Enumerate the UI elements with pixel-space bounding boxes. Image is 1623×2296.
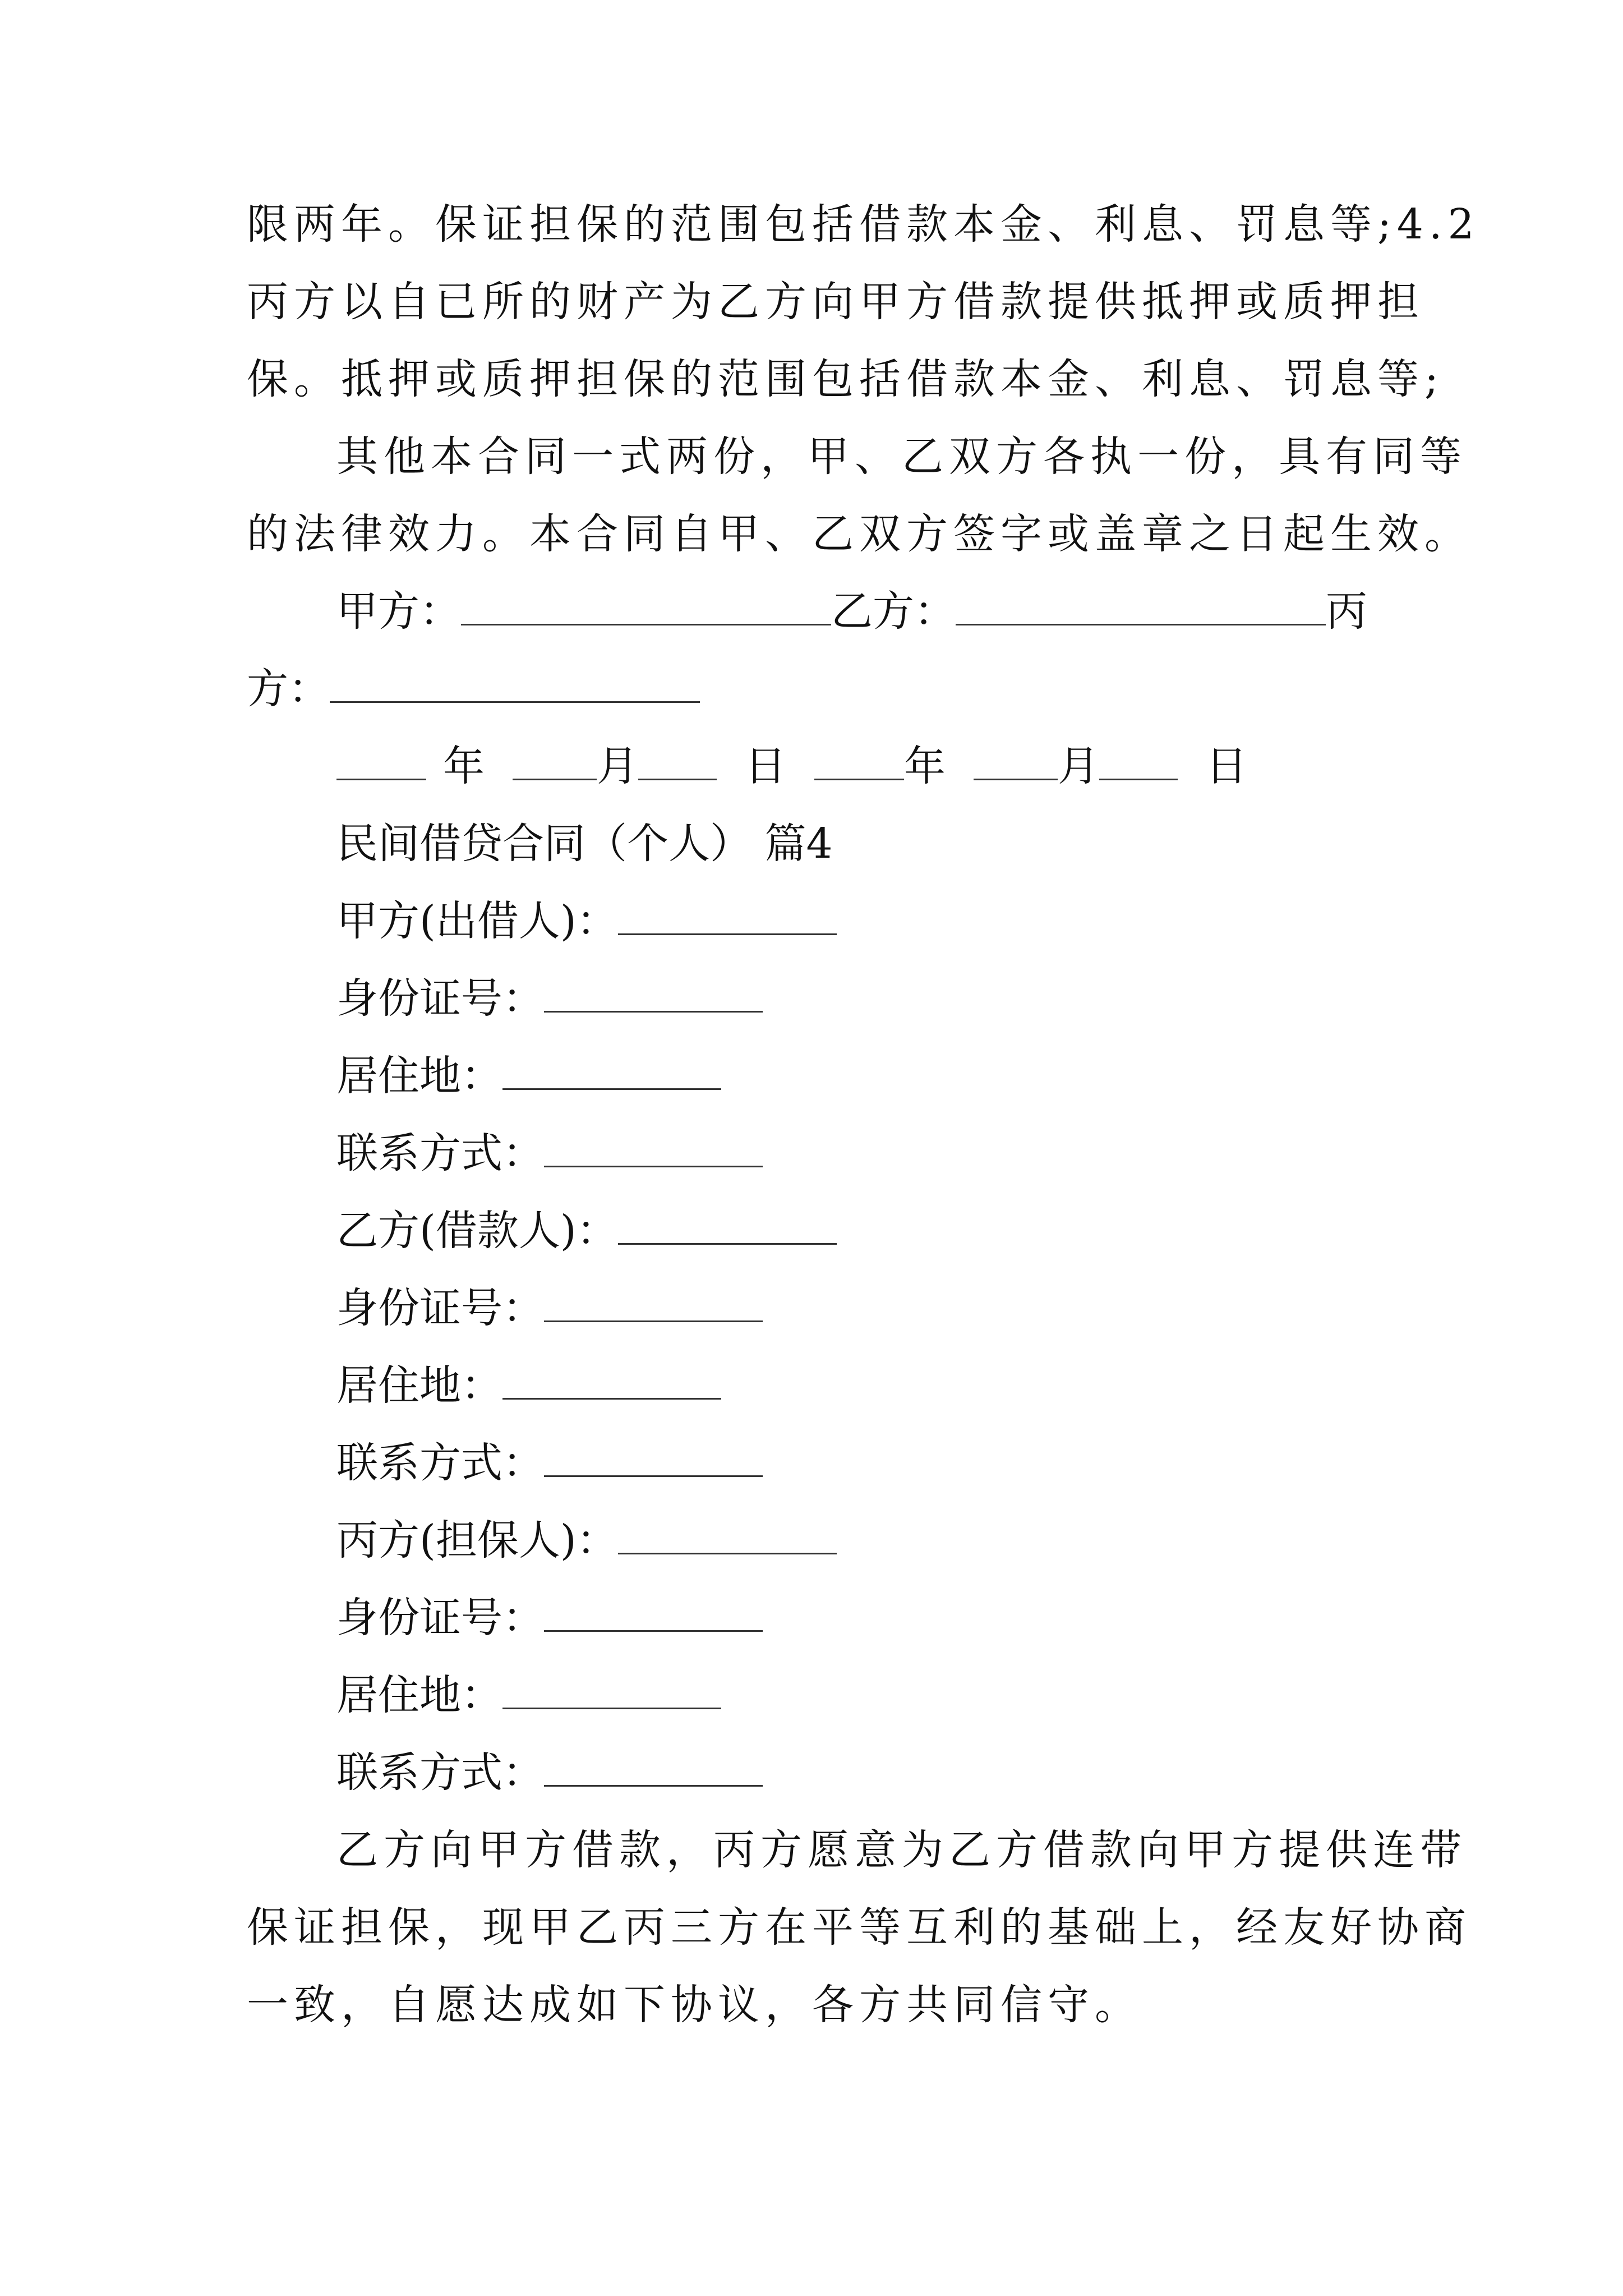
party-b-address [336,1358,721,1414]
party-c-role-label: 丙方(担保人)： [336,1516,618,1565]
party-c-id [336,1590,763,1646]
other-line-2: 的法律效力。本合同自甲、乙双方签字或盖章之日起生效。 [247,510,1472,558]
party-c-label-end: 方： [247,665,330,713]
date-b-month-blank [974,739,1058,780]
date-b-year-blank [814,739,904,780]
party-c-role-blank [618,1513,837,1554]
party-b-role-blank [618,1204,837,1245]
party-b-label: 乙方： [831,587,956,636]
intro-line-1: 乙方向甲方借款，丙方愿意为乙方借款向甲方提供连带 [336,1826,1467,1874]
section-title: 民间借贷合同（个人） 篇4 [336,820,833,868]
other-line-1: 其他本合同一式两份，甲、乙双方各执一份，具有同等 [336,432,1467,481]
party-a-contact [336,1125,763,1181]
party-c-label-start: 丙 [1326,587,1367,636]
party-c-id-blank [544,1591,763,1632]
party-a-label: 甲方： [336,587,461,636]
party-c-contact [336,1745,763,1801]
date-a-month-blank [513,739,597,780]
party-a-blank [461,585,831,625]
date-a-year: 年 [443,742,485,790]
date-b-month: 月 [1058,742,1099,790]
intro-line-2: 保证担保，现甲乙丙三方在平等互利的基础上，经友好协商 [247,1903,1472,1952]
party-b-id-blank [544,1281,763,1322]
party-c-address-label: 居住地： [336,1671,502,1719]
guarantee-line-3: 保。抵押或质押担保的范围包括借款本金、利息、罚息等; [247,355,1444,403]
party-b-role-label: 乙方(借款人)： [336,1207,618,1255]
party-a-address-label: 居住地： [336,1052,502,1100]
party-a-id-blank [544,972,763,1013]
party-b-address-label: 居住地： [336,1361,502,1410]
intro-line-3: 一致，自愿达成如下协议，各方共同信守。 [247,1981,1142,2029]
party-c-id-label: 身份证号： [336,1594,544,1642]
party-b-address-blank [502,1359,721,1400]
party-b-contact-label: 联系方式： [336,1439,544,1487]
party-a-contact-blank [544,1126,763,1167]
party-a-id-label: 身份证号： [336,974,544,1023]
guarantee-line-2: 丙方以自已所的财产为乙方向甲方借款提供抵押或质押担 [247,278,1424,326]
party-c-address-blank [502,1668,721,1709]
party-c-contact-label: 联系方式： [336,1749,544,1797]
party-b-id [336,1280,763,1336]
date-a-year-blank [336,739,426,780]
date-line [336,738,1247,794]
party-b-contact [336,1435,763,1491]
party-a-address [336,1048,721,1104]
party-b-role [336,1203,837,1259]
date-b-day-blank [1099,739,1178,780]
party-a-role [336,893,837,949]
party-a-id [336,970,763,1027]
date-a-day-blank [638,739,717,780]
signature-line-c [247,661,700,717]
party-a-contact-label: 联系方式： [336,1129,544,1177]
party-b-id-label: 身份证号： [336,1284,544,1332]
party-c-blank [330,662,700,703]
party-b-blank [956,585,1326,625]
date-b-year: 年 [904,742,946,790]
party-a-role-blank [618,894,837,935]
party-c-contact-blank [544,1746,763,1787]
party-a-role-label: 甲方(出借人)： [336,897,618,945]
party-b-contact-blank [544,1436,763,1477]
date-b-day: 日 [1206,742,1247,790]
party-c-address [336,1667,721,1723]
guarantee-line-1: 限两年。保证担保的范围包括借款本金、利息、罚息等;4.2 [247,200,1480,249]
date-a-day: 日 [745,742,786,790]
party-c-role [336,1512,837,1568]
party-a-address-blank [502,1049,721,1090]
signature-line-ab [336,583,1367,639]
date-a-month: 月 [597,742,638,790]
